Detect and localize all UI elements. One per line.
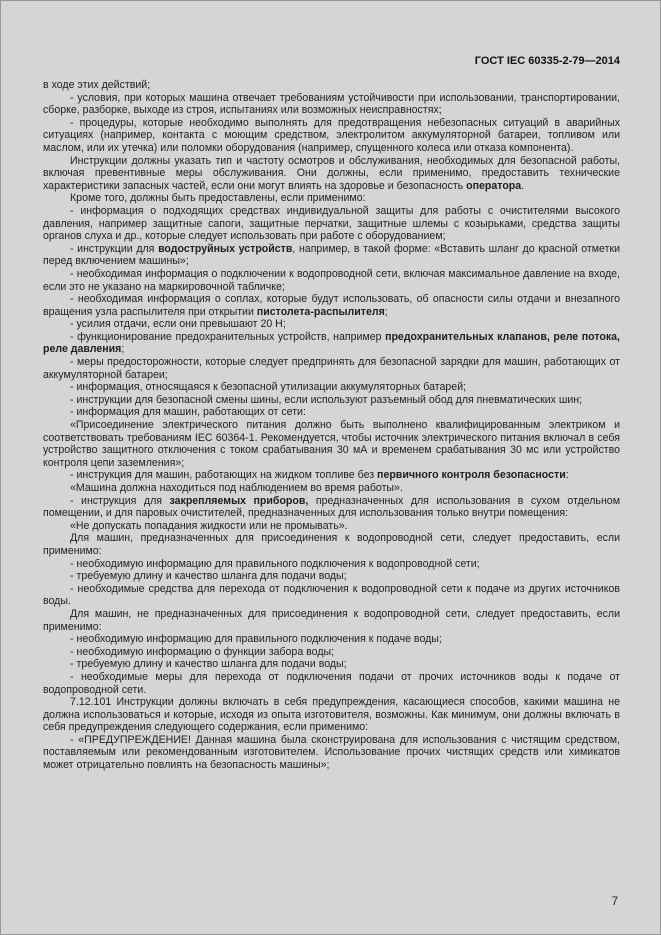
- paragraph: [43, 671, 620, 696]
- paragraph: [43, 117, 620, 155]
- text-run: ;: [121, 343, 125, 356]
- document-body: [43, 79, 620, 772]
- paragraph: [43, 92, 620, 117]
- paragraph: [43, 520, 620, 533]
- paragraph: [43, 495, 620, 520]
- text-run: - инструкция для машин, работающих на жидком топливе без: [70, 469, 378, 482]
- text-run: :: [565, 469, 569, 482]
- paragraph: [43, 469, 620, 482]
- text-run: 7.12.101 Инструкции должны включать в себя предупреждения, касающиеся способов, какими машина не должна использоваться и которые, исходя из опыта изготовителя, возможны. Как минимум, они должны включать в себя предупреждения следующего содержания, если применимо:: [43, 696, 620, 734]
- paragraph: [43, 583, 620, 608]
- text-run: - информация, относящаяся к безопасной утилизации аккумуляторных батарей;: [70, 381, 467, 394]
- text-run: - функционирование предохранительных устройств, например: [70, 330, 386, 343]
- paragraph: [43, 532, 620, 557]
- standard-number: ГОСТ IEC 60335-2-79—2014: [474, 55, 620, 67]
- paragraph: [43, 734, 620, 772]
- bold-text-run: первичного контроля безопасности: [377, 469, 566, 482]
- text-run: - требуемую длину и качество шланга для подачи воды;: [70, 570, 347, 583]
- text-run: - необходимую информацию о функции забора воды;: [70, 645, 335, 658]
- text-run: - информация для машин, работающих от сети:: [70, 406, 306, 419]
- text-run: - информация о подходящих средствах индивидуальной защиты для работы с очистителями высокого давления, например защитные сапоги, защитные перчатки, защитные шлемы с козырьками, средства защиты органов слуха и др., которые следует использовать при работе с оборудованием;: [43, 204, 620, 243]
- text-run: - усилия отдачи, если они превышают 20 Н;: [70, 318, 286, 331]
- paragraph: [43, 482, 620, 495]
- text-run: Для машин, не предназначенных для присоединения к водопроводной сети, следует предоставить, если применимо:: [43, 607, 620, 633]
- paragraph: [43, 558, 620, 571]
- paragraph: [43, 243, 620, 268]
- paragraph: [43, 192, 620, 205]
- paragraph: [43, 155, 620, 193]
- paragraph: [43, 394, 620, 407]
- text-run: - инструкции для безопасной смены шины, если используют разъемный обод для пневматических шин;: [70, 393, 583, 406]
- text-run: - требуемую длину и качество шланга для подачи воды;: [70, 658, 347, 671]
- paragraph: [43, 205, 620, 243]
- text-run: - необходимая информация о подключении к водопроводной сети, включая максимальное давление на входе, если это не указано на маркировочной табличке;: [43, 267, 620, 293]
- text-run: , например, в такой форме: «Вставить шланг до красной отметки перед включением машины»;: [43, 242, 621, 268]
- text-run: .: [521, 179, 525, 192]
- text-run: - необходимую информацию для правильного подключения к водопроводной сети;: [70, 557, 480, 570]
- text-run: - необходимая информация о соплах, которые будут использовать, об опасности силы отдачи и внезапного вращения узла распылителя при открытии: [43, 293, 620, 318]
- document-header: [43, 55, 620, 67]
- text-run: - меры предосторожности, которые следует предпринять для безопасной зарядки для машин, работающих от аккумуляторной батареи;: [43, 356, 620, 381]
- paragraph: [43, 570, 620, 583]
- text-run: Для машин, предназначенных для присоединения к водопроводной сети, следует предоставить, если применимо:: [43, 532, 620, 557]
- paragraph: [43, 381, 620, 394]
- bold-text-run: оператора: [466, 179, 522, 192]
- bold-text-run: пистолета-распылителя: [256, 305, 385, 318]
- paragraph: [43, 646, 620, 659]
- page-number: 7: [611, 896, 618, 908]
- text-run: «Присоединение электрического питания должно быть выполнено квалифицированным электриком и соответствовать требованиям IEC 60364-1. Рекомендуется, чтобы источник электрического питания включал в себя устройство защитного отключения с током срабатывания 30 мА и временем срабатывания 30 мс или устройство контроля цепи заземления»;: [43, 419, 620, 469]
- paragraph: [43, 79, 620, 92]
- paragraph: [43, 608, 620, 633]
- paragraph: [43, 293, 620, 318]
- bold-text-run: закрепляемых приборов,: [169, 494, 309, 507]
- paragraph: [43, 356, 620, 381]
- paragraph: [43, 406, 620, 419]
- paragraph: [43, 633, 620, 646]
- text-run: Кроме того, должны быть предоставлены, если применимо:: [70, 192, 366, 205]
- text-run: - необходимую информацию для правильного подключения к подаче воды;: [70, 633, 442, 646]
- text-run: - условия, при которых машина отвечает требованиям устойчивости при использовании, транспортировании, сборке, разборке, выходе из строя, испытаниях или возможных неисправностях;: [43, 91, 620, 117]
- bold-text-run: предохранительных клапанов, реле потока, реле давления: [43, 330, 620, 356]
- paragraph: [43, 658, 620, 671]
- text-run: «Не допускать попадания жидкости или не промывать».: [70, 519, 348, 532]
- text-run: предназначенных для использования в сухом отдельном помещении, и для паровых очистителей, предназначенных для использования только внутри помещения:: [43, 494, 620, 520]
- text-run: «Машина должна находиться под наблюдением во время работы».: [70, 482, 403, 494]
- text-run: - инструкции для: [70, 242, 159, 255]
- bold-text-run: водоструйных устройств: [158, 242, 293, 255]
- text-run: Инструкции должны указать тип и частоту осмотров и обслуживания, необходимых для безопасной работы, включая превентивные меры обслуживания. Они должны, если применимо, предоставить технические характеристики запасных частей, если они могут влиять на здоровье и безопасность: [43, 154, 620, 192]
- text-run: - необходимые средства для перехода от подключения к водопроводной сети к подаче из других источников воды.: [43, 582, 620, 608]
- text-run: - процедуры, которые необходимо выполнять для предотвращения небезопасных ситуаций в аварийных ситуациях (например, контакта с моющим средством, электролитом аккумуляторной батареи, топливом или маслом, или их утечка) или поломки оборудования (например, спущенного колеса или отказа компонента).: [43, 116, 620, 154]
- paragraph: [43, 331, 620, 356]
- text-run: - необходимые меры для перехода от подключения подачи от прочих источников воды к подаче от водопроводной сети.: [43, 670, 620, 696]
- text-run: - инструкция для: [70, 494, 170, 507]
- text-run: в ходе этих действий;: [43, 79, 151, 91]
- text-run: - «ПРЕДУПРЕЖДЕНИЕ! Данная машина была сконструирована для использования с чистящим средством, поставляемым или рекомендованным изготовителем. Использование прочих чистящих средств или химикатов может отрицательно повлиять на безопасность машины»;: [43, 733, 620, 772]
- paragraph: [43, 696, 620, 734]
- paragraph: [43, 318, 620, 331]
- text-run: ;: [384, 305, 388, 318]
- paragraph: [43, 268, 620, 293]
- paragraph: [43, 419, 620, 469]
